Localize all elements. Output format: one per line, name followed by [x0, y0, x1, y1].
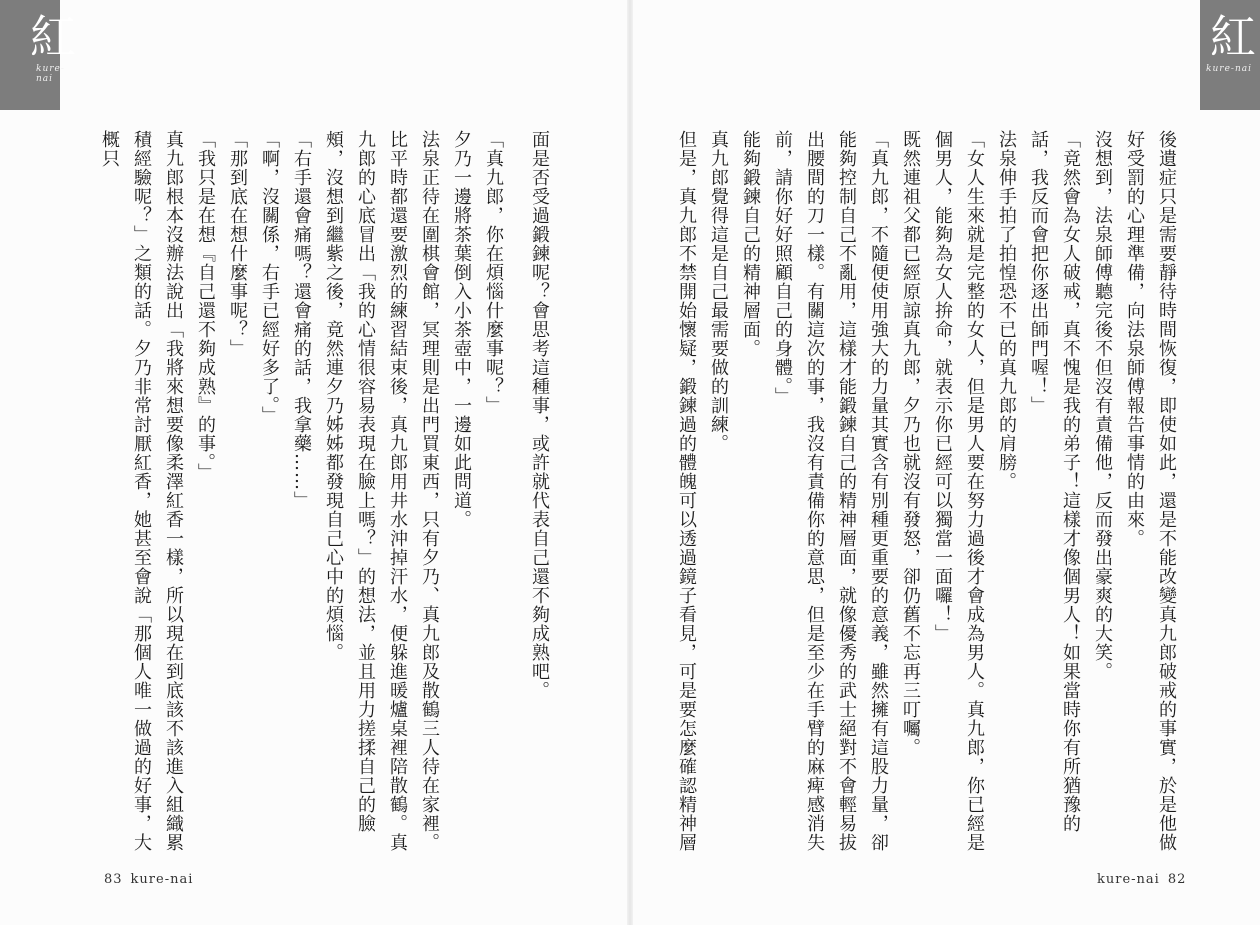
paragraph: 夕乃一邊將茶葉倒入小茶壺中，一邊如此問道。: [451, 130, 472, 529]
running-title: kure-nai: [1097, 872, 1160, 887]
paragraph: 「真九郎，你在煩惱什麼事呢？」: [483, 130, 504, 415]
paragraph: 後遺症只是需要靜待時間恢復，即使如此，還是不能改變真九郎破戒的事實，於是他做好受罰的心理準備，向法泉師傅報告事情的由來。: [1124, 130, 1177, 852]
paragraph: 「那到底在想什麼事呢？」: [227, 130, 248, 358]
page-number: 83: [104, 872, 123, 887]
running-title: kure-nai: [130, 872, 194, 887]
chapter-tab-right: [1200, 0, 1260, 110]
paragraph: 能夠鍛鍊自己的精神層面。: [740, 130, 761, 358]
paragraph: 「我只是在想『自己還不夠成熟』的事。」: [195, 130, 216, 482]
tab-kanji: 紅: [30, 10, 76, 64]
tab-subtitle: kure-nai: [1206, 64, 1252, 74]
paragraph: 面是否受過鍛鍊呢？會思考這種事，或許就代表自己還不夠成熟吧。: [529, 130, 550, 700]
tab-subtitle: kure-nai: [36, 64, 65, 84]
paragraph: 「竟然會為女人破戒，真不愧是我的弟子！這樣才像個男人！如果當時你有所猶豫的話，我反而會把你逐出師門喔！」: [1028, 130, 1081, 833]
left-page-text: [99, 130, 555, 870]
paragraph: 既然連祖父都已經原諒真九郎，夕乃也就沒有發怒，卻仍舊不忘再三叮囑。: [900, 130, 921, 757]
paragraph: 但是，真九郎不禁開始懷疑，鍛鍊過的體魄可以透過鏡子看見，可是要怎麼確認精神層: [676, 130, 697, 852]
folio-left: [100, 872, 197, 887]
paragraph: 沒想到，法泉師傅聽完後不但沒有責備他，反而發出豪爽的大笑。: [1092, 130, 1113, 681]
paragraph: 法泉正待在圍棋會館，冥理則是出門買東西，只有夕乃、真九郎及散鶴三人待在家裡。比平時都還要激烈的練習結束後，真九郎用井水沖掉汗水，便躲進暖爐桌裡陪散鶴。真九郎的心底冒出「我的心情很容易表現在臉上嗎？」的想法，並且用力搓揉自己的臉頰，沒想到繼紫之後，竟然連夕乃姊姊都發現自己心中的煩惱。: [323, 130, 440, 852]
paragraph: 「啊，沒關係，右手已經好多了。」: [259, 130, 280, 425]
paragraph: 法泉伸手拍了拍惶恐不已的真九郎的肩膀。: [996, 130, 1017, 491]
right-page-text: [676, 130, 1182, 870]
tab-kanji: 紅: [1210, 10, 1256, 64]
book-gutter: [627, 0, 633, 925]
folio-right: [1093, 872, 1190, 887]
paragraph: 「右手還會痛嗎？還會痛的話，我拿藥……」: [291, 130, 312, 510]
paragraph: 真九郎根本沒辦法說出「我將來想要像柔澤紅香一樣，所以現在到底該不該進入組織累積經驗呢？」之類的話。夕乃非常討厭紅香，她甚至會說「那個人唯一做過的好事，大概只: [99, 130, 184, 852]
paragraph: 「真九郎，不隨便使用強大的力量其實含有別種更重要的意義，雖然擁有這股力量，卻能夠控制自己不亂用，這樣才能鍛鍊自己的精神層面，就像優秀的武士絕對不會輕易拔出腰間的刀一樣。有關這次的事，我沒有責備你的意思，但是至少在手臂的麻痺感消失前，請你好好照顧自己的身體。」: [772, 130, 889, 852]
chapter-tab-left: [0, 0, 76, 110]
paragraph: 「女人生來就是完整的女人，但是男人要在努力過後才會成為男人。真九郎，你已經是個男人，能夠為女人拚命，就表示你已經可以獨當一面囉！」: [932, 130, 985, 852]
paragraph: 真九郎覺得這是自己最需要做的訓練。: [708, 130, 729, 453]
page-number: 82: [1167, 872, 1187, 887]
